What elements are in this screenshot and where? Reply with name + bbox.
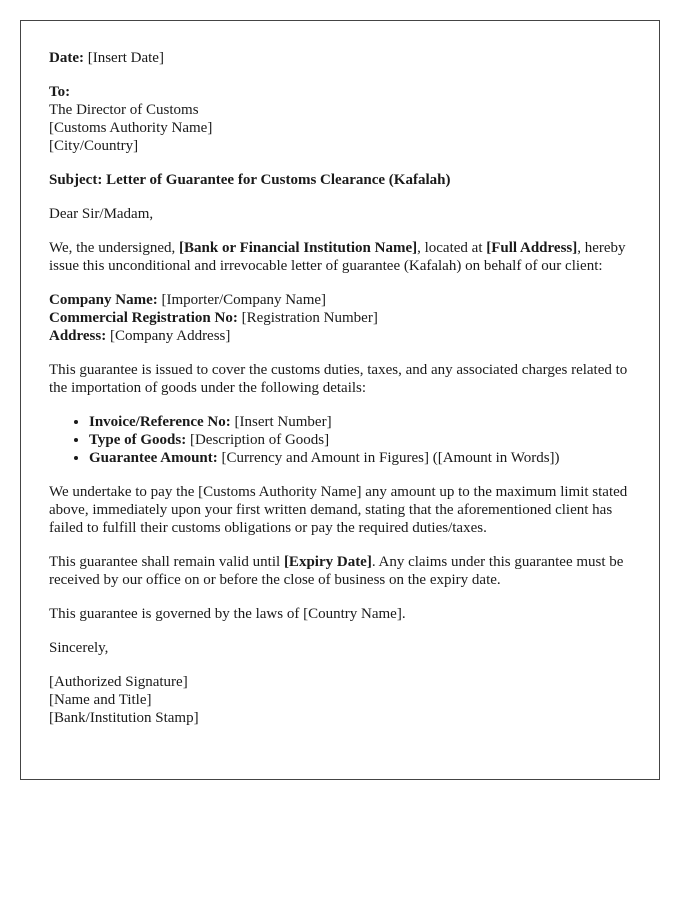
signature-block — [49, 673, 631, 727]
detail-label: Invoice/Reference No: — [89, 414, 231, 430]
intro-text: , hereby issue this unconditional and irrevocable letter of guarantee (Kafalah) on behalf of our client: — [49, 240, 626, 274]
recipient-line: [Customs Authority Name] — [49, 120, 213, 136]
expiry-date-placeholder: [Expiry Date] — [283, 554, 372, 570]
subject-line — [49, 171, 631, 189]
recipient-line: The Director of Customs — [49, 102, 199, 118]
company-name-value: [Importer/Company Name] — [161, 292, 327, 308]
salutation: Dear Sir/Madam, — [49, 206, 154, 222]
intro-text: , located at — [417, 240, 487, 256]
signature-line: [Bank/Institution Stamp] — [49, 710, 199, 726]
full-address-placeholder: [Full Address] — [486, 240, 578, 256]
recipient-block — [49, 83, 631, 155]
validity-text: This guarantee shall remain valid until — [49, 554, 284, 570]
date-value: [Insert Date] — [87, 50, 164, 66]
detail-value: [Description of Goods] — [189, 432, 330, 448]
list-item — [89, 413, 631, 431]
bank-name-placeholder: [Bank or Financial Institution Name] — [179, 240, 418, 256]
recipient-label: To: — [49, 84, 71, 100]
closing: Sincerely, — [49, 640, 109, 656]
signature-line: [Authorized Signature] — [49, 674, 188, 690]
client-block — [49, 291, 631, 345]
detail-label: Guarantee Amount: — [89, 450, 218, 466]
validity-text: . Any claims under this guarantee must be received by our office on or before the close of business on the expiry date. — [49, 554, 624, 588]
recipient-line: [City/Country] — [49, 138, 139, 154]
coverage-paragraph: This guarantee is issued to cover the customs duties, taxes, and any associated charges related to the importation of goods under the following details: — [49, 362, 628, 396]
validity-paragraph — [49, 553, 631, 589]
intro-text: We, the undersigned, — [49, 240, 180, 256]
detail-value: [Insert Number] — [234, 414, 332, 430]
date-line — [49, 49, 631, 67]
detail-label: Type of Goods: — [89, 432, 187, 448]
subject-text: Subject: Letter of Guarantee for Customs Clearance (Kafalah) — [49, 172, 451, 188]
signature-line: [Name and Title] — [49, 692, 152, 708]
company-address-value: [Company Address] — [109, 328, 231, 344]
intro-paragraph — [49, 239, 631, 275]
company-name-label: Company Name: — [49, 292, 158, 308]
registration-label: Commercial Registration No: — [49, 310, 238, 326]
detail-value: [Currency and Amount in Figures] ([Amount in Words]) — [221, 450, 560, 466]
governing-law-paragraph: This guarantee is governed by the laws of [Country Name]. — [49, 606, 406, 622]
list-item — [89, 431, 631, 449]
details-list — [49, 413, 631, 467]
guarantee-letter — [20, 20, 660, 780]
undertaking-paragraph: We undertake to pay the [Customs Authority Name] any amount up to the maximum limit stated above, immediately upon your first written demand, stating that the aforementioned client has failed to fulfill their customs obligations or pay the required duties/taxes. — [49, 484, 628, 536]
company-address-line — [49, 327, 631, 345]
registration-line — [49, 309, 631, 327]
company-name-line — [49, 291, 631, 309]
date-label: Date: — [49, 50, 84, 66]
company-address-label: Address: — [49, 328, 107, 344]
registration-value: [Registration Number] — [241, 310, 378, 326]
list-item — [89, 449, 631, 467]
